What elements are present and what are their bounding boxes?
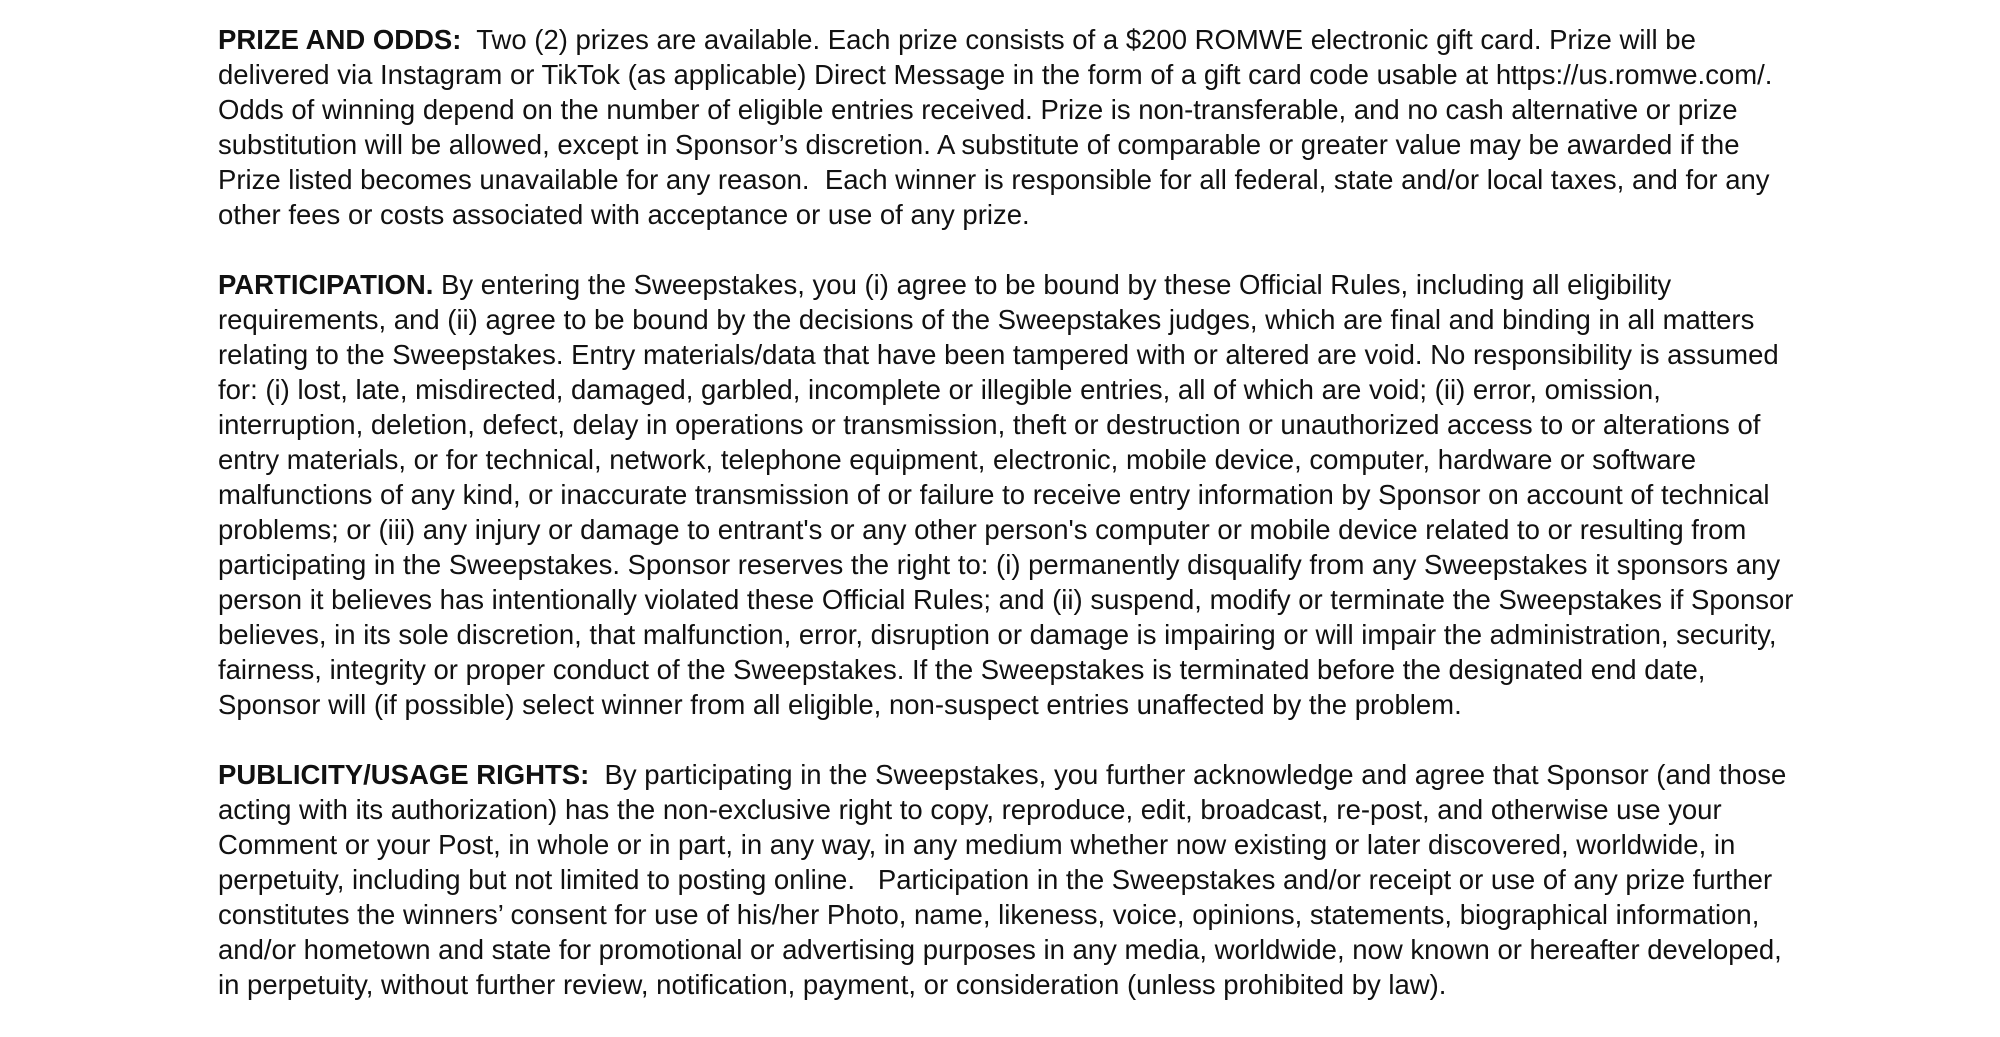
section-body: By entering the Sweepstakes, you (i) agree to be bound by these Official Rules, including all eligibility requirements, and (ii) agree to be bound by the decisions of the Sweepstakes judges, which are final and binding in all matters relating to the Sweepstakes. Entry materials/data that have been tampered with or altered are void. No responsibility is assumed for: (i) lost, late, misdirected, damaged, garbled, incomplete or illegible entries, all of which are void; (ii) error, omission, interruption, deletion, defect, delay in operations or transmission, theft or destruction or unauthorized access to or alterations of entry materials, or for technical, network, telephone equipment, electronic, mobile device, computer, hardware or software malfunctions of any kind, or inaccurate transmission of or failure to receive entry information by Sponsor on account of technical problems; or (iii) any injury or damage to entrant's or any other person's computer or mobile device related to or resulting from participating in the Sweepstakes. Sponsor reserves the right to: (i) permanently disqualify from any Sweepstakes it sponsors any person it believes has intentionally violated these Official Rules; and (ii) suspend, modify or terminate the Sweepstakes if Sponsor believes, in its sole discretion, that malfunction, error, disruption or damage is impairing or will impair the administration, security, fairness, integrity or proper conduct of the Sweepstakes. If the Sweepstakes is terminated before the designated end date, Sponsor will (if possible) select winner from all eligible, non-suspect entries unaffected by the problem.	[218, 269, 1802, 720]
section-body: By participating in the Sweepstakes, you further acknowledge and agree that Sponsor (and those acting with its authorization) has the non-exclusive right to copy, reproduce, edit, broadcast, re-post, and otherwise use your Comment or your Post, in whole or in part, in any way, in any medium whether now existing or later discovered, worldwide, in perpetuity, including but not limited to posting online. Participation in the Sweepstakes and/or receipt or use of any prize further constitutes the winners’ consent for use of his/her Photo, name, likeness, voice, opinions, statements, biographical information, and/or hometown and state for promotional or advertising purposes in any media, worldwide, now known or hereafter developed, in perpetuity, without further review, notification, payment, or consideration (unless prohibited by law).	[218, 759, 1794, 1000]
section-heading: PUBLICITY/USAGE RIGHTS:	[218, 759, 590, 790]
document-page	[218, 22, 1802, 1037]
section-prize-and-odds	[218, 22, 1798, 232]
section-publicity-usage-rights	[218, 757, 1798, 1002]
section-participation	[218, 267, 1802, 722]
section-heading: PRIZE AND ODDS:	[218, 24, 462, 55]
section-body: Two (2) prizes are available. Each prize consists of a $200 ROMWE electronic gift card. Prize will be delivered via Instagram or TikTok (as applicable) Direct Message in the form of a gift card code usable at https://us.romwe.com/. Odds of winning depend on the number of eligible entries received. Prize is non-transferable, and no cash alternative or prize substitution will be allowed, except in Sponsor’s discretion. A substitute of comparable or greater value may be awarded if the Prize listed becomes unavailable for any reason. Each winner is responsible for all federal, state and/or local taxes, and for any other fees or costs associated with acceptance or use of any prize.	[218, 24, 1788, 230]
section-heading: PARTICIPATION.	[218, 269, 434, 300]
